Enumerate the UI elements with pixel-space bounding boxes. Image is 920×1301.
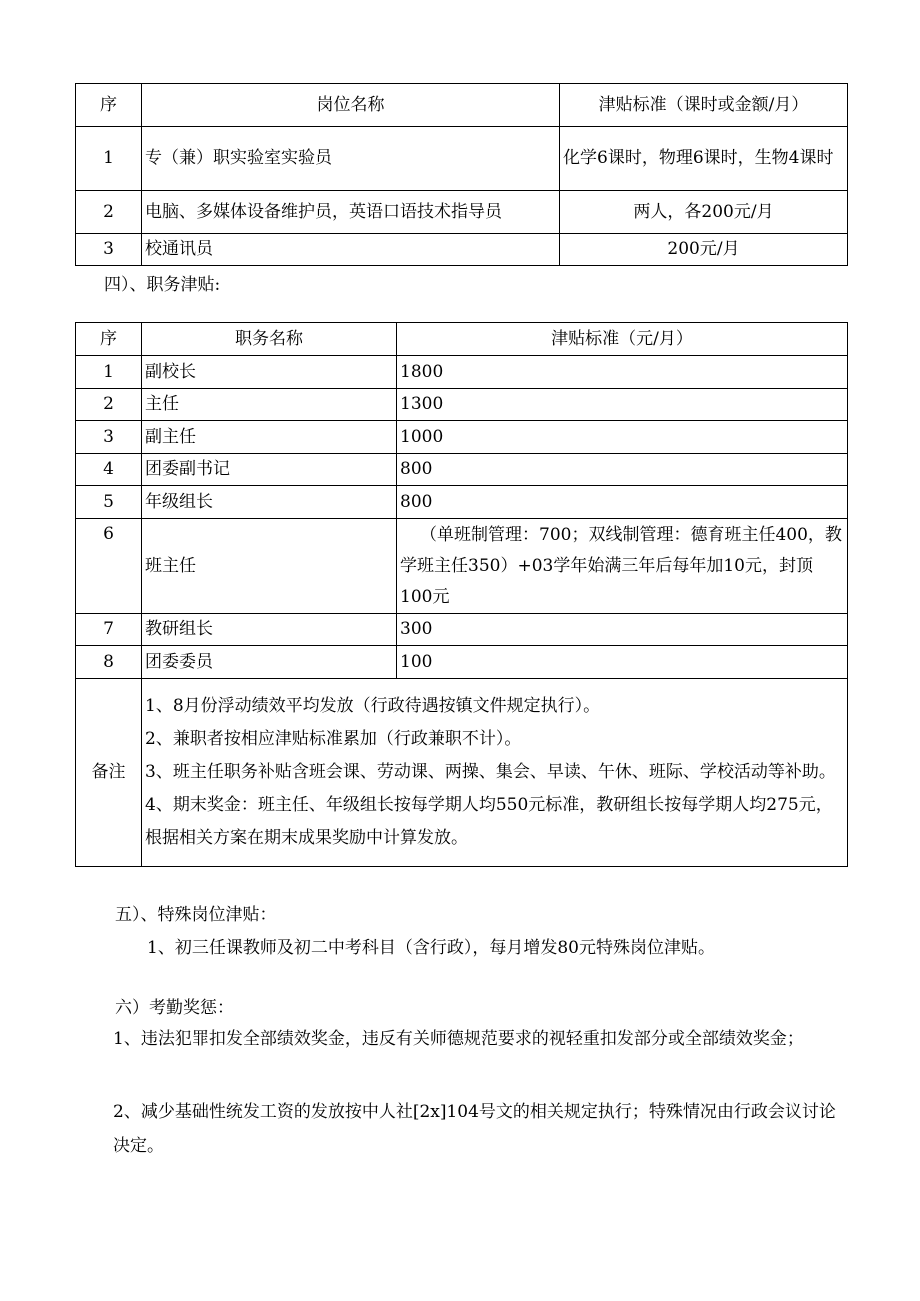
- table-row: [76, 421, 848, 454]
- row-standard: 化学6课时，物理6课时，生物4课时: [560, 127, 848, 191]
- row-no: 3: [76, 234, 142, 266]
- row-duty-name: 副主任: [142, 421, 397, 454]
- row-standard: 100: [397, 646, 848, 679]
- note-item: 1、8月份浮动绩效平均发放（行政待遇按镇文件规定执行）。: [145, 696, 601, 716]
- row-duty-name: 班主任: [142, 519, 397, 614]
- duty-allowance-table: [75, 322, 848, 867]
- post-allowance-table: [75, 83, 848, 266]
- header-standard: 津贴标准（课时或金额/月）: [560, 84, 848, 127]
- note-item: 4、期末奖金：班主任、年级组长按每学期人均550元标准，教研组长按每学期人均275元，根据相关方案在期末成果奖励中计算发放。: [145, 795, 833, 848]
- notes-row: [76, 679, 848, 867]
- row-duty-name: 副校长: [142, 356, 397, 389]
- row-duty-name: 团委副书记: [142, 454, 397, 486]
- row-no: 7: [76, 614, 142, 646]
- section-5-title: 五）、特殊岗位津贴：: [115, 905, 277, 925]
- note-item: 2、兼职者按相应津贴标准累加（行政兼职不计）。: [145, 729, 522, 749]
- row-standard: 300: [397, 614, 848, 646]
- section-5-item: 1、初三任课教师及初二中考科目（含行政），每月增发80元特殊岗位津贴。: [147, 938, 715, 958]
- table-row: [76, 389, 848, 421]
- table-row: [76, 356, 848, 389]
- row-no: 4: [76, 454, 142, 486]
- row-standard: 200元/月: [560, 234, 848, 266]
- row-duty-name: 团委委员: [142, 646, 397, 679]
- row-duty-name: 主任: [142, 389, 397, 421]
- row-post-name: 专（兼）职实验室实验员: [142, 127, 560, 191]
- table-row: [76, 127, 848, 191]
- row-no: 6: [76, 519, 142, 614]
- row-duty-name: 教研组长: [142, 614, 397, 646]
- header-no: 序: [76, 323, 142, 356]
- table-row: [76, 234, 848, 266]
- row-duty-name: 年级组长: [142, 486, 397, 519]
- row-no: 1: [76, 356, 142, 389]
- row-no: 5: [76, 486, 142, 519]
- table-row: [76, 519, 848, 614]
- notes-label: 备注: [76, 679, 142, 867]
- table-row: [76, 454, 848, 486]
- header-no: 序: [76, 84, 142, 127]
- section-6-item-2: 2、减少基础性统发工资的发放按中人社[2x]104号文的相关规定执行；特殊情况由行政会议讨论决定。: [113, 1102, 836, 1156]
- row-no: 1: [76, 127, 142, 191]
- table-row: [76, 486, 848, 519]
- section-4-title: 四）、职务津贴:: [104, 275, 221, 295]
- header-post-name: 岗位名称: [142, 84, 560, 127]
- header-duty-name: 职务名称: [142, 323, 397, 356]
- note-item: 3、班主任职务补贴含班会课、劳动课、两操、集会、早读、午休、班际、学校活动等补助。: [145, 762, 836, 782]
- row-standard: 1300: [397, 389, 848, 421]
- table-header-row: [76, 84, 848, 127]
- row-standard: 800: [397, 454, 848, 486]
- header-standard: 津贴标准（元/月）: [397, 323, 848, 356]
- row-no: 3: [76, 421, 142, 454]
- table-row: [76, 646, 848, 679]
- section-6-item-1: 1、违法犯罪扣发全部绩效奖金，违反有关师德规范要求的视轻重扣发部分或全部绩效奖金；: [113, 1029, 804, 1049]
- row-post-name: 电脑、多媒体设备维护员，英语口语技术指导员: [142, 191, 560, 234]
- table-row: [76, 614, 848, 646]
- row-standard: 1800: [397, 356, 848, 389]
- table-header-row: [76, 323, 848, 356]
- notes-cell: [142, 679, 848, 867]
- row-standard: 800: [397, 486, 848, 519]
- row-post-name: 校通讯员: [142, 234, 560, 266]
- section-6-title: 六）考勤奖惩：: [115, 998, 234, 1018]
- row-no: 2: [76, 191, 142, 234]
- row-standard: 1000: [397, 421, 848, 454]
- row-standard: 两人，各200元/月: [560, 191, 848, 234]
- row-standard: （单班制管理：700；双线制管理：德育班主任400，教学班主任350）+03学年始满三年后每年加10元，封顶100元: [397, 519, 848, 614]
- table-row: [76, 191, 848, 234]
- row-no: 2: [76, 389, 142, 421]
- row-no: 8: [76, 646, 142, 679]
